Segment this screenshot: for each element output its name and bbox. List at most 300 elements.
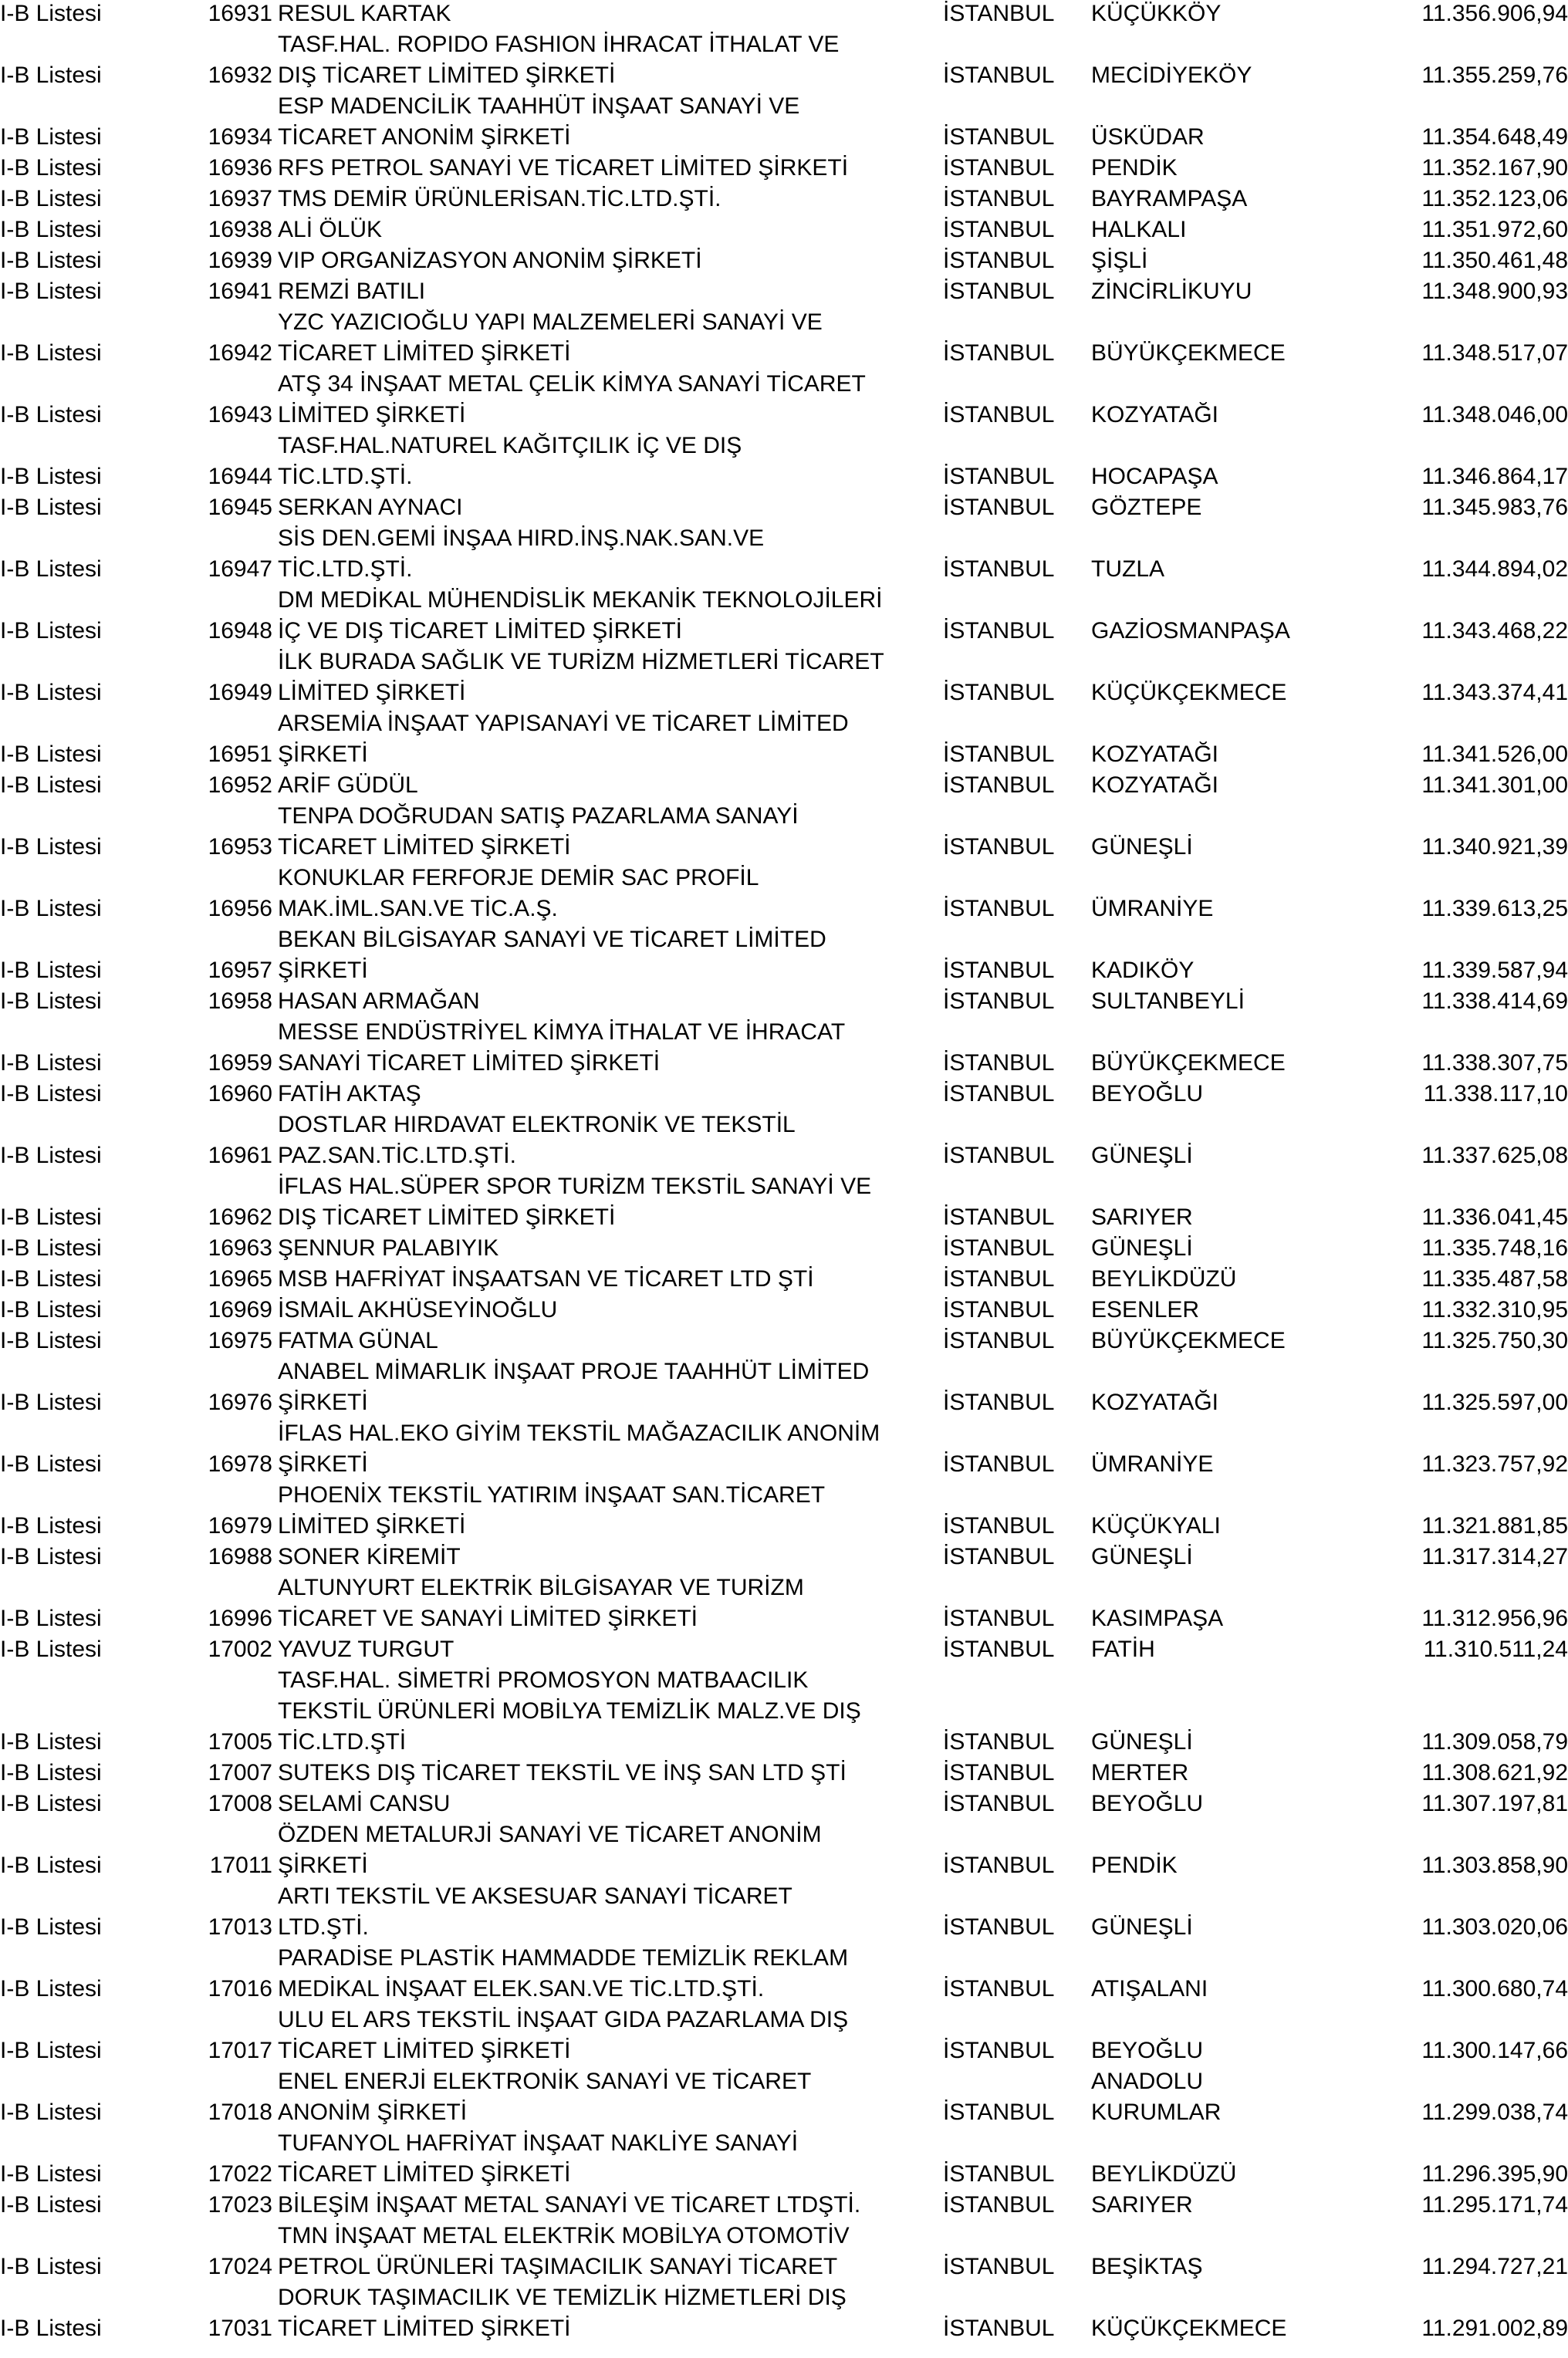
- debtor-name-cell: FATMA GÜNAL: [278, 1328, 438, 1353]
- record-number-cell: 16941: [208, 279, 272, 304]
- city-cell: İSTANBUL: [943, 124, 1055, 150]
- list-type-cell: I-B Listesi: [0, 1081, 102, 1106]
- table-row: [0, 494, 1568, 525]
- table-row: [0, 93, 1568, 154]
- amount-cell: 11.294.727,21: [1421, 2254, 1568, 2279]
- amount-cell: 11.339.613,25: [1421, 896, 1568, 921]
- district-cell: BEYOĞLU: [1091, 1791, 1204, 1816]
- list-type-cell: I-B Listesi: [0, 1390, 102, 1415]
- amount-cell: 11.348.900,93: [1421, 279, 1568, 304]
- record-number-cell: 16957: [208, 958, 272, 983]
- table-row: [0, 370, 1568, 432]
- district-cell: KÜÇÜKYALI: [1091, 1513, 1221, 1539]
- list-type-cell: I-B Listesi: [0, 2192, 102, 2218]
- list-type-cell: I-B Listesi: [0, 2161, 102, 2187]
- list-type-cell: I-B Listesi: [0, 279, 102, 304]
- city-cell: İSTANBUL: [943, 1266, 1055, 1292]
- district-cell: SULTANBEYLİ: [1091, 988, 1245, 1014]
- record-number-cell: 16949: [208, 680, 272, 705]
- record-number-cell: 16932: [208, 62, 272, 88]
- amount-cell: 11.352.123,06: [1421, 186, 1568, 211]
- table-row: [0, 1574, 1568, 1636]
- debtor-name-cell: YZC YAZICIOĞLU YAPI MALZEMELERİ SANAYİ VE TİCARET LİMİTED ŞİRKETİ: [278, 309, 823, 366]
- amount-cell: 11.344.894,02: [1421, 556, 1568, 582]
- district-cell: ÜMRANİYE: [1091, 896, 1214, 921]
- district-cell: MERTER: [1091, 1760, 1189, 1785]
- record-number-cell: 17018: [208, 2100, 272, 2125]
- district-cell: SARIYER: [1091, 2192, 1193, 2218]
- list-type-cell: I-B Listesi: [0, 1791, 102, 1816]
- amount-cell: 11.303.858,90: [1421, 1853, 1568, 1878]
- district-cell: GÜNEŞLİ: [1091, 834, 1193, 860]
- amount-cell: 11.299.038,74: [1421, 2100, 1568, 2125]
- amount-cell: 11.354.648,49: [1421, 124, 1568, 150]
- city-cell: İSTANBUL: [943, 1, 1055, 26]
- table-row: [0, 247, 1568, 278]
- district-cell: KOZYATAĞI: [1091, 1390, 1219, 1415]
- debtor-name-cell: ARTI TEKSTİL VE AKSESUAR SANAYİ TİCARET LTD.ŞTİ.: [278, 1883, 792, 1940]
- district-cell: MECİDİYEKÖY: [1091, 62, 1252, 88]
- city-cell: İSTANBUL: [943, 1637, 1055, 1662]
- record-number-cell: 17005: [208, 1729, 272, 1755]
- debtor-name-cell: RFS PETROL SANAYİ VE TİCARET LİMİTED ŞİRKETİ: [278, 155, 849, 181]
- table-row: [0, 154, 1568, 185]
- city-cell: İSTANBUL: [943, 896, 1055, 921]
- debtor-name-cell: ESP MADENCİLİK TAAHHÜT İNŞAAT SANAYİ VE TİCARET ANONİM ŞİRKETİ: [278, 93, 800, 150]
- district-cell: ATIŞALANI: [1091, 1976, 1208, 2002]
- city-cell: İSTANBUL: [943, 772, 1055, 798]
- amount-cell: 11.350.461,48: [1421, 248, 1568, 273]
- amount-cell: 11.310.511,24: [1423, 1637, 1568, 1662]
- record-number-cell: 16978: [208, 1451, 272, 1477]
- list-type-cell: I-B Listesi: [0, 1544, 102, 1569]
- city-cell: İSTANBUL: [943, 1853, 1055, 1878]
- district-cell: SARIYER: [1091, 1204, 1193, 1230]
- table-row: [0, 1667, 1568, 1759]
- record-number-cell: 16944: [208, 464, 272, 489]
- city-cell: İSTANBUL: [943, 1760, 1055, 1785]
- table-row: [0, 710, 1568, 772]
- debtor-name-cell: ŞENNUR PALABIYIK: [278, 1235, 499, 1261]
- list-type-cell: I-B Listesi: [0, 1328, 102, 1353]
- list-type-cell: I-B Listesi: [0, 618, 102, 644]
- list-type-cell: I-B Listesi: [0, 1143, 102, 1168]
- list-type-cell: I-B Listesi: [0, 896, 102, 921]
- table-row: [0, 586, 1568, 648]
- list-type-cell: I-B Listesi: [0, 217, 102, 242]
- table-row: [0, 772, 1568, 802]
- city-cell: İSTANBUL: [943, 1297, 1055, 1323]
- city-cell: İSTANBUL: [943, 1976, 1055, 2002]
- city-cell: İSTANBUL: [943, 1729, 1055, 1755]
- city-cell: İSTANBUL: [943, 2192, 1055, 2218]
- amount-cell: 11.323.757,92: [1421, 1451, 1568, 1477]
- amount-cell: 11.345.983,76: [1421, 495, 1568, 520]
- table-row: [0, 1173, 1568, 1235]
- record-number-cell: 16939: [208, 248, 272, 273]
- table-row: [0, 1235, 1568, 1265]
- district-cell: HOCAPAŞA: [1091, 464, 1218, 489]
- list-type-cell: I-B Listesi: [0, 1914, 102, 1940]
- debtor-name-cell: ARİF GÜDÜL: [278, 772, 418, 798]
- list-type-cell: I-B Listesi: [0, 1050, 102, 1076]
- amount-cell: 11.317.314,27: [1421, 1544, 1568, 1569]
- list-type-cell: I-B Listesi: [0, 1451, 102, 1477]
- list-type-cell: I-B Listesi: [0, 742, 102, 767]
- record-number-cell: 16956: [208, 896, 272, 921]
- debtor-name-cell: BİLEŞİM İNŞAAT METAL SANAYİ VE TİCARET LTDŞTİ.: [278, 2192, 861, 2218]
- city-cell: İSTANBUL: [943, 2038, 1055, 2063]
- amount-cell: 11.332.310,95: [1421, 1297, 1568, 1323]
- district-cell: BEŞİKTAŞ: [1091, 2254, 1203, 2279]
- amount-cell: 11.338.307,75: [1421, 1050, 1568, 1076]
- record-number-cell: 16948: [208, 618, 272, 644]
- table-row: [0, 185, 1568, 216]
- list-type-cell: I-B Listesi: [0, 2254, 102, 2279]
- debtor-name-cell: DORUK TAŞIMACILIK VE TEMİZLİK HİZMETLERİ DIŞ TİCARET LİMİTED ŞİRKETİ: [278, 2285, 847, 2341]
- city-cell: İSTANBUL: [943, 62, 1055, 88]
- district-cell: KOZYATAĞI: [1091, 742, 1219, 767]
- list-type-cell: I-B Listesi: [0, 1637, 102, 1662]
- amount-cell: 11.335.487,58: [1421, 1266, 1568, 1292]
- debtor-name-cell: REMZİ BATILI: [278, 279, 426, 304]
- city-cell: İSTANBUL: [943, 1791, 1055, 1816]
- amount-cell: 11.341.526,00: [1421, 742, 1568, 767]
- record-number-cell: 17016: [208, 1976, 272, 2002]
- list-type-cell: I-B Listesi: [0, 186, 102, 211]
- list-type-cell: I-B Listesi: [0, 1976, 102, 2002]
- list-type-cell: I-B Listesi: [0, 680, 102, 705]
- district-cell: GÜNEŞLİ: [1091, 1544, 1193, 1569]
- table-row: [0, 2130, 1568, 2191]
- debtor-name-cell: PARADİSE PLASTİK HAMMADDE TEMİZLİK REKLAM MEDİKAL İNŞAAT ELEK.SAN.VE TİC.LTD.ŞTİ.: [278, 1945, 849, 2002]
- table-row: [0, 1111, 1568, 1173]
- amount-cell: 11.300.680,74: [1421, 1976, 1568, 2002]
- city-cell: İSTANBUL: [943, 248, 1055, 273]
- city-cell: İSTANBUL: [943, 1451, 1055, 1477]
- debtor-name-cell: PHOENİX TEKSTİL YATIRIM İNŞAAT SAN.TİCARET LİMİTED ŞİRKETİ: [278, 1482, 826, 1539]
- amount-cell: 11.291.002,89: [1421, 2316, 1568, 2341]
- district-cell: FATİH: [1091, 1637, 1155, 1662]
- amount-cell: 11.296.395,90: [1421, 2161, 1568, 2187]
- amount-cell: 11.335.748,16: [1421, 1235, 1568, 1261]
- district-cell: KÜÇÜKÇEKMECE: [1091, 2316, 1287, 2341]
- district-cell: KÜÇÜKKÖY: [1091, 1, 1222, 26]
- list-type-cell: I-B Listesi: [0, 2100, 102, 2125]
- debtor-name-cell: HASAN ARMAĞAN: [278, 988, 480, 1014]
- debtor-name-cell: SONER KİREMİT: [278, 1544, 461, 1569]
- record-number-cell: 16934: [208, 124, 272, 150]
- amount-cell: 11.312.956,96: [1421, 1606, 1568, 1631]
- district-cell: BEYOĞLU: [1091, 2038, 1204, 2063]
- city-cell: İSTANBUL: [943, 958, 1055, 983]
- table-row: [0, 1759, 1568, 1790]
- debtor-name-cell: ENEL ENERJİ ELEKTRONİK SANAYİ VE TİCARET ANONİM ŞİRKETİ: [278, 2069, 812, 2125]
- record-number-cell: 16962: [208, 1204, 272, 1230]
- debtor-name-cell: İFLAS HAL.SÜPER SPOR TURİZM TEKSTİL SANAYİ VE DIŞ TİCARET LİMİTED ŞİRKETİ: [278, 1174, 872, 1230]
- city-cell: İSTANBUL: [943, 402, 1055, 427]
- debtor-name-cell: TASF.HAL.NATUREL KAĞITÇILIK İÇ VE DIŞ TİC.LTD.ŞTİ.: [278, 433, 742, 489]
- district-cell: BÜYÜKÇEKMECE: [1091, 1328, 1286, 1353]
- debtor-name-cell: TMS DEMİR ÜRÜNLERİSAN.TİC.LTD.ŞTİ.: [278, 186, 721, 211]
- city-cell: İSTANBUL: [943, 1606, 1055, 1631]
- amount-cell: 11.336.041,45: [1421, 1204, 1568, 1230]
- record-number-cell: 16945: [208, 495, 272, 520]
- record-number-cell: 16988: [208, 1544, 272, 1569]
- table-row: [0, 525, 1568, 586]
- list-type-cell: I-B Listesi: [0, 1266, 102, 1292]
- amount-cell: 11.295.171,74: [1421, 2192, 1568, 2218]
- district-cell: ANADOLU KURUMLAR: [1091, 2069, 1222, 2125]
- record-number-cell: 16958: [208, 988, 272, 1014]
- record-number-cell: 16936: [208, 155, 272, 181]
- record-number-cell: 16953: [208, 834, 272, 860]
- record-number-cell: 16996: [208, 1606, 272, 1631]
- debtor-name-cell: SELAMİ CANSU: [278, 1791, 451, 1816]
- city-cell: İSTANBUL: [943, 1914, 1055, 1940]
- record-number-cell: 17024: [208, 2254, 272, 2279]
- amount-cell: 11.308.621,92: [1421, 1760, 1568, 1785]
- list-type-cell: I-B Listesi: [0, 340, 102, 366]
- city-cell: İSTANBUL: [943, 1143, 1055, 1168]
- table-row: [0, 1358, 1568, 1420]
- amount-cell: 11.338.117,10: [1423, 1081, 1568, 1106]
- district-cell: ZİNCİRLİKUYU: [1091, 279, 1252, 304]
- record-number-cell: 16942: [208, 340, 272, 366]
- debtor-name-cell: İSMAİL AKHÜSEYİNOĞLU: [278, 1297, 558, 1323]
- table-row: [0, 278, 1568, 309]
- amount-cell: 11.303.020,06: [1421, 1914, 1568, 1940]
- amount-cell: 11.321.881,85: [1421, 1513, 1568, 1539]
- debtor-name-cell: FATİH AKTAŞ: [278, 1081, 421, 1106]
- district-cell: GÜNEŞLİ: [1091, 1914, 1193, 1940]
- debtor-name-cell: KONUKLAR FERFORJE DEMİR SAC PROFİL MAK.İML.SAN.VE TİC.A.Ş.: [278, 865, 759, 921]
- district-cell: PENDİK: [1091, 155, 1178, 181]
- amount-cell: 11.325.750,30: [1421, 1328, 1568, 1353]
- table-row: [0, 1543, 1568, 1574]
- debtor-name-cell: SUTEKS DIŞ TİCARET TEKSTİL VE İNŞ SAN LTD ŞTİ: [278, 1760, 847, 1785]
- list-type-cell: I-B Listesi: [0, 155, 102, 181]
- list-type-cell: I-B Listesi: [0, 1729, 102, 1755]
- list-type-cell: I-B Listesi: [0, 248, 102, 273]
- table-row: [0, 1080, 1568, 1111]
- debtor-name-cell: ARSEMİA İNŞAAT YAPISANAYİ VE TİCARET LİMİTED ŞİRKETİ: [278, 711, 849, 767]
- record-number-cell: 16961: [208, 1143, 272, 1168]
- list-type-cell: I-B Listesi: [0, 958, 102, 983]
- table-row: [0, 1327, 1568, 1358]
- city-cell: İSTANBUL: [943, 1390, 1055, 1415]
- city-cell: İSTANBUL: [943, 340, 1055, 366]
- city-cell: İSTANBUL: [943, 2100, 1055, 2125]
- amount-cell: 11.351.972,60: [1421, 217, 1568, 242]
- debtor-name-cell: BEKAN BİLGİSAYAR SANAYİ VE TİCARET LİMİTED ŞİRKETİ: [278, 927, 826, 983]
- amount-cell: 11.348.046,00: [1421, 402, 1568, 427]
- district-cell: BÜYÜKÇEKMECE: [1091, 340, 1286, 366]
- district-cell: GÜNEŞLİ: [1091, 1143, 1193, 1168]
- district-cell: TUZLA: [1091, 556, 1165, 582]
- table-row: [0, 2191, 1568, 2222]
- district-cell: KÜÇÜKÇEKMECE: [1091, 680, 1287, 705]
- list-type-cell: I-B Listesi: [0, 1606, 102, 1631]
- district-cell: KOZYATAĞI: [1091, 402, 1219, 427]
- record-number-cell: 17022: [208, 2161, 272, 2187]
- city-cell: İSTANBUL: [943, 556, 1055, 582]
- city-cell: İSTANBUL: [943, 2161, 1055, 2187]
- list-type-cell: I-B Listesi: [0, 772, 102, 798]
- amount-cell: 11.325.597,00: [1421, 1390, 1568, 1415]
- district-cell: GÜNEŞLİ: [1091, 1729, 1193, 1755]
- list-type-cell: I-B Listesi: [0, 556, 102, 582]
- list-type-cell: I-B Listesi: [0, 1235, 102, 1261]
- table-row: [0, 1481, 1568, 1543]
- record-number-cell: 16931: [208, 1, 272, 26]
- amount-cell: 11.339.587,94: [1421, 958, 1568, 983]
- district-cell: PENDİK: [1091, 1853, 1178, 1878]
- record-number-cell: 17007: [208, 1760, 272, 1785]
- amount-cell: 11.337.625,08: [1421, 1143, 1568, 1168]
- debtor-name-cell: İLK BURADA SAĞLIK VE TURİZM HİZMETLERİ TİCARET LİMİTED ŞİRKETİ: [278, 649, 884, 705]
- record-number-cell: 17023: [208, 2192, 272, 2218]
- list-type-cell: I-B Listesi: [0, 464, 102, 489]
- debtor-name-cell: ALİ ÖLÜK: [278, 217, 383, 242]
- debtor-name-cell: DOSTLAR HIRDAVAT ELEKTRONİK VE TEKSTİL PAZ.SAN.TİC.LTD.ŞTİ.: [278, 1112, 796, 1168]
- city-cell: İSTANBUL: [943, 742, 1055, 767]
- amount-cell: 11.309.058,79: [1421, 1729, 1568, 1755]
- record-number-cell: 16938: [208, 217, 272, 242]
- table-row: [0, 802, 1568, 864]
- city-cell: İSTANBUL: [943, 186, 1055, 211]
- amount-cell: 11.348.517,07: [1421, 340, 1568, 366]
- debtor-name-cell: TASF.HAL. ROPIDO FASHION İHRACAT İTHALAT VE DIŞ TİCARET LİMİTED ŞİRKETİ: [278, 32, 840, 88]
- record-number-cell: 16965: [208, 1266, 272, 1292]
- debtor-name-cell: TMN İNŞAAT METAL ELEKTRİK MOBİLYA OTOMOTİV PETROL ÜRÜNLERİ TAŞIMACILIK SANAYİ TİCARET: [278, 2223, 850, 2279]
- district-cell: BEYOĞLU: [1091, 1081, 1204, 1106]
- record-number-cell: 16943: [208, 402, 272, 427]
- debtor-name-cell: VIP ORGANİZASYON ANONİM ŞİRKETİ: [278, 248, 702, 273]
- list-type-cell: I-B Listesi: [0, 834, 102, 860]
- district-cell: KASIMPAŞA: [1091, 1606, 1224, 1631]
- debtor-name-cell: TASF.HAL. SİMETRİ PROMOSYON MATBAACILIK TEKSTİL ÜRÜNLERİ MOBİLYA TEMİZLİK MALZ.VE DIŞ TİC.LTD.ŞTİ: [278, 1667, 861, 1755]
- record-number-cell: 16969: [208, 1297, 272, 1323]
- debtor-name-cell: YAVUZ TURGUT: [278, 1637, 455, 1662]
- city-cell: İSTANBUL: [943, 680, 1055, 705]
- list-type-cell: I-B Listesi: [0, 124, 102, 150]
- list-type-cell: I-B Listesi: [0, 1513, 102, 1539]
- record-number-cell: 17013: [208, 1914, 272, 1940]
- record-number-cell: 16952: [208, 772, 272, 798]
- city-cell: İSTANBUL: [943, 464, 1055, 489]
- list-type-cell: I-B Listesi: [0, 2038, 102, 2063]
- city-cell: İSTANBUL: [943, 1235, 1055, 1261]
- record-number-cell: 16976: [208, 1390, 272, 1415]
- district-cell: ÜMRANİYE: [1091, 1451, 1214, 1477]
- record-number-cell: 17002: [208, 1637, 272, 1662]
- debtor-name-cell: TUFANYOL HAFRİYAT İNŞAAT NAKLİYE SANAYİ TİCARET LİMİTED ŞİRKETİ: [278, 2130, 799, 2187]
- table-row: [0, 1821, 1568, 1883]
- table-row: [0, 648, 1568, 710]
- district-cell: ESENLER: [1091, 1297, 1200, 1323]
- district-cell: GÜNEŞLİ: [1091, 1235, 1193, 1261]
- list-type-cell: I-B Listesi: [0, 1, 102, 26]
- amount-cell: 11.343.374,41: [1421, 680, 1568, 705]
- amount-cell: 11.341.301,00: [1421, 772, 1568, 798]
- record-number-cell: 16937: [208, 186, 272, 211]
- list-type-cell: I-B Listesi: [0, 1853, 102, 1878]
- table-row: [0, 988, 1568, 1019]
- table-row: [0, 2068, 1568, 2130]
- table-row: [0, 2284, 1568, 2346]
- amount-cell: 11.307.197,81: [1421, 1791, 1568, 1816]
- city-cell: İSTANBUL: [943, 618, 1055, 644]
- debtor-name-cell: RESUL KARTAK: [278, 1, 451, 26]
- city-cell: İSTANBUL: [943, 155, 1055, 181]
- district-cell: BEYLİKDÜZÜ: [1091, 1266, 1237, 1292]
- city-cell: İSTANBUL: [943, 2254, 1055, 2279]
- table-row: [0, 1420, 1568, 1481]
- table-row: [0, 1296, 1568, 1327]
- amount-cell: 11.355.259,76: [1421, 62, 1568, 88]
- list-type-cell: I-B Listesi: [0, 1297, 102, 1323]
- district-cell: GAZİOSMANPAŞA: [1091, 618, 1290, 644]
- debtor-name-cell: DM MEDİKAL MÜHENDİSLİK MEKANİK TEKNOLOJİLERİ İÇ VE DIŞ TİCARET LİMİTED ŞİRKETİ: [278, 587, 883, 644]
- district-cell: KOZYATAĞI: [1091, 772, 1219, 798]
- debtor-name-cell: MSB HAFRİYAT İNŞAATSAN VE TİCARET LTD ŞTİ: [278, 1266, 814, 1292]
- city-cell: İSTANBUL: [943, 279, 1055, 304]
- debtor-name-cell: TENPA DOĞRUDAN SATIŞ PAZARLAMA SANAYİ TİCARET LİMİTED ŞİRKETİ: [278, 803, 799, 860]
- district-cell: BÜYÜKÇEKMECE: [1091, 1050, 1286, 1076]
- city-cell: İSTANBUL: [943, 1081, 1055, 1106]
- record-number-cell: 17031: [208, 2316, 272, 2341]
- table-row: [0, 1019, 1568, 1080]
- amount-cell: 11.343.468,22: [1421, 618, 1568, 644]
- table-row: [0, 2006, 1568, 2068]
- debtor-name-cell: MESSE ENDÜSTRİYEL KİMYA İTHALAT VE İHRACAT SANAYİ TİCARET LİMİTED ŞİRKETİ: [278, 1019, 846, 1076]
- debtor-name-cell: İFLAS HAL.EKO GİYİM TEKSTİL MAĞAZACILIK ANONİM ŞİRKETİ: [278, 1421, 880, 1477]
- record-number-cell: 17011: [209, 1853, 272, 1878]
- debtor-name-cell: ANABEL MİMARLIK İNŞAAT PROJE TAAHHÜT LİMİTED ŞİRKETİ: [278, 1359, 870, 1415]
- list-type-cell: I-B Listesi: [0, 1204, 102, 1230]
- city-cell: İSTANBUL: [943, 495, 1055, 520]
- district-cell: GÖZTEPE: [1091, 495, 1202, 520]
- table-row: [0, 432, 1568, 494]
- amount-cell: 11.340.921,39: [1421, 834, 1568, 860]
- list-type-cell: I-B Listesi: [0, 402, 102, 427]
- debtor-name-cell: ÖZDEN METALURJİ SANAYİ VE TİCARET ANONİM ŞİRKETİ: [278, 1822, 822, 1878]
- table-row: [0, 1636, 1568, 1667]
- table-row: [0, 216, 1568, 247]
- table-row: [0, 1790, 1568, 1821]
- district-cell: HALKALI: [1091, 217, 1187, 242]
- list-type-cell: I-B Listesi: [0, 1760, 102, 1785]
- city-cell: İSTANBUL: [943, 2316, 1055, 2341]
- record-number-cell: 16975: [208, 1328, 272, 1353]
- table-row: [0, 2222, 1568, 2284]
- list-type-cell: I-B Listesi: [0, 495, 102, 520]
- record-number-cell: 16963: [208, 1235, 272, 1261]
- city-cell: İSTANBUL: [943, 834, 1055, 860]
- record-number-cell: 17017: [208, 2038, 272, 2063]
- city-cell: İSTANBUL: [943, 1328, 1055, 1353]
- table-row: [0, 864, 1568, 926]
- debtor-name-cell: ULU EL ARS TEKSTİL İNŞAAT GIDA PAZARLAMA DIŞ TİCARET LİMİTED ŞİRKETİ: [278, 2007, 849, 2063]
- city-cell: İSTANBUL: [943, 988, 1055, 1014]
- record-number-cell: 17008: [208, 1791, 272, 1816]
- district-cell: ÜSKÜDAR: [1091, 124, 1205, 150]
- city-cell: İSTANBUL: [943, 1513, 1055, 1539]
- debtor-name-cell: ATŞ 34 İNŞAAT METAL ÇELİK KİMYA SANAYİ TİCARET LİMİTED ŞİRKETİ: [278, 371, 866, 427]
- city-cell: İSTANBUL: [943, 1204, 1055, 1230]
- amount-cell: 11.352.167,90: [1421, 155, 1568, 181]
